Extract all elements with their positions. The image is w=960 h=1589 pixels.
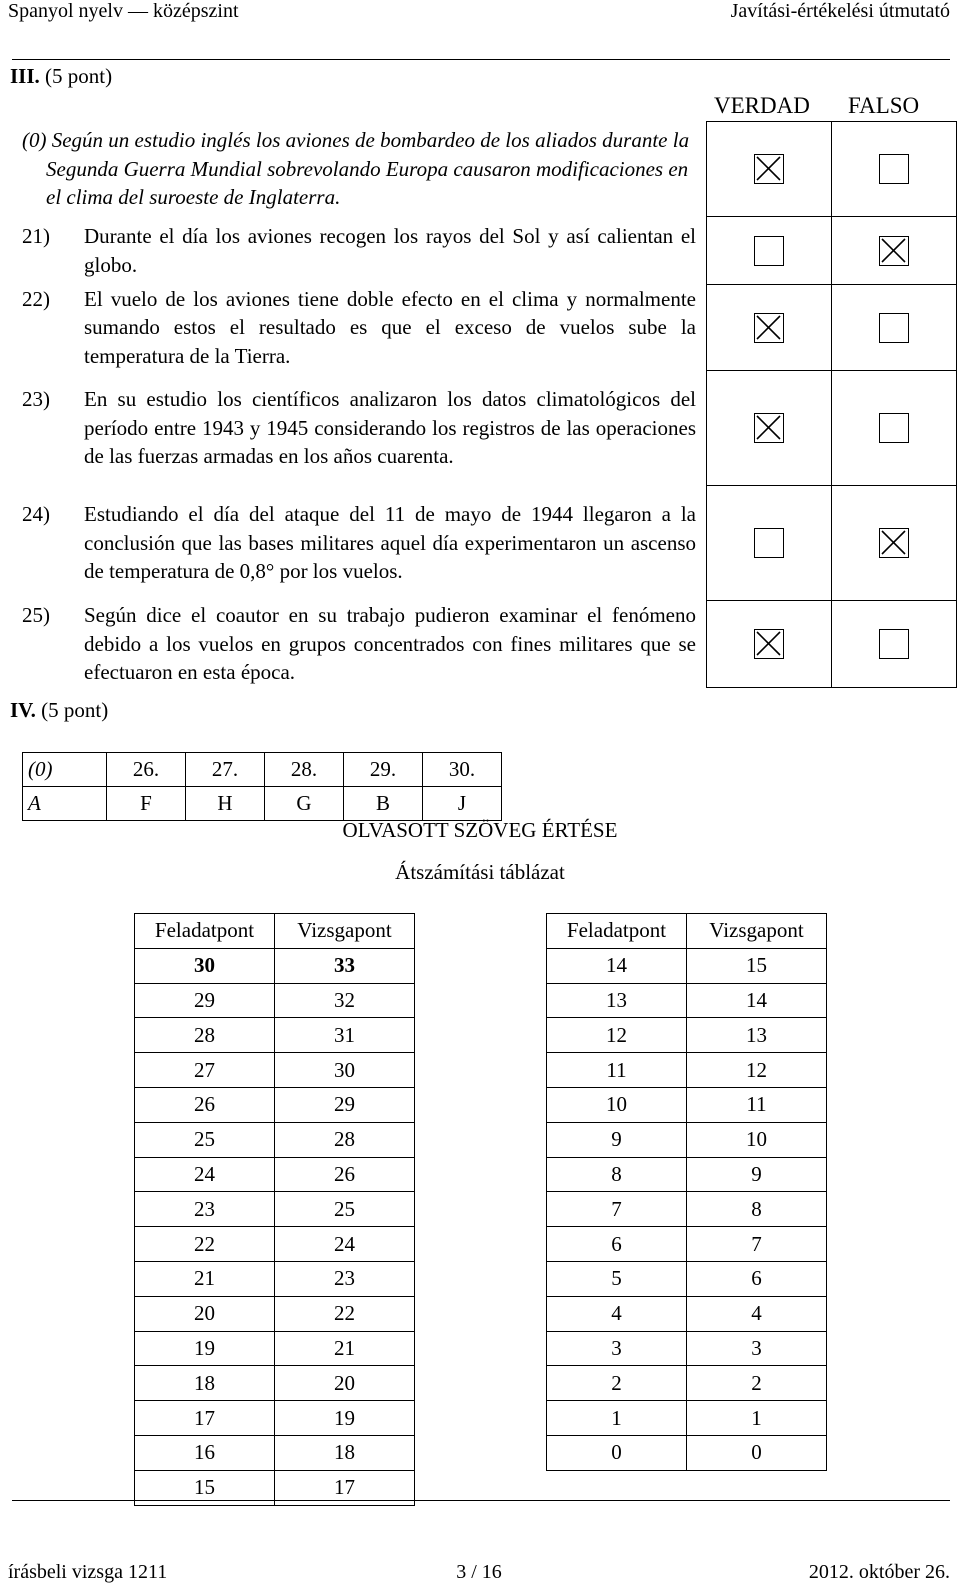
vizsgapont-cell: 28 [275, 1122, 415, 1157]
falso-checkbox[interactable] [879, 528, 909, 558]
vizsgapont-cell: 6 [687, 1261, 827, 1296]
statement-number: 24) [22, 502, 50, 527]
conversion-header-row [135, 914, 415, 949]
falso-cell [832, 486, 957, 601]
conversion-row [547, 1227, 827, 1262]
verdad-cell [707, 122, 832, 217]
page-footer [8, 1561, 950, 1587]
statement-number: 21) [22, 224, 50, 248]
cross-mark-icon [755, 630, 782, 657]
feladatpont-cell: 29 [135, 983, 275, 1018]
vizsgapont-cell: 18 [275, 1435, 415, 1470]
feladatpont-cell: 27 [135, 1053, 275, 1088]
feladatpont-cell: 22 [135, 1227, 275, 1262]
conversion-row [547, 1122, 827, 1157]
feladatpont-cell: 17 [135, 1401, 275, 1436]
verdad-checkbox[interactable] [754, 629, 784, 659]
falso-checkbox[interactable] [879, 313, 909, 343]
conversion-row [135, 1122, 415, 1157]
vizsgapont-cell: 29 [275, 1087, 415, 1122]
header-vizsgapont: Vizsgapont [687, 914, 827, 949]
conversion-row [135, 1331, 415, 1366]
matching-answer-cell: H [186, 787, 265, 821]
conversion-table-right [546, 913, 827, 1471]
conversion-row [547, 1331, 827, 1366]
falso-cell [832, 601, 957, 688]
conversion-row [547, 1018, 827, 1053]
conversion-row [135, 1435, 415, 1470]
vizsgapont-cell: 32 [275, 983, 415, 1018]
statement-text: Estudiando el día del ataque del 11 de mayo de 1944 llegaron a la conclusión que las bases militares aquel día experimentaron un ascenso de temperatura de 0,8° por los vuelos. [84, 502, 696, 584]
conversion-row [135, 1053, 415, 1088]
matching-answer-cell: B [344, 787, 423, 821]
verdad-cell [707, 285, 832, 371]
falso-cell [832, 122, 957, 217]
vizsgapont-cell: 17 [275, 1470, 415, 1505]
conversion-row [547, 1296, 827, 1331]
vizsgapont-cell: 8 [687, 1192, 827, 1227]
feladatpont-cell: 5 [547, 1261, 687, 1296]
feladatpont-cell: 9 [547, 1122, 687, 1157]
falso-checkbox[interactable] [879, 629, 909, 659]
conversion-row [547, 1401, 827, 1436]
vizsgapont-cell: 30 [275, 1053, 415, 1088]
conversion-row [135, 1261, 415, 1296]
vizsgapont-cell: 11 [687, 1087, 827, 1122]
feladatpont-cell: 15 [135, 1470, 275, 1505]
statement-row [22, 371, 957, 486]
vizsgapont-cell: 31 [275, 1018, 415, 1053]
vizsgapont-cell: 20 [275, 1366, 415, 1401]
feladatpont-cell: 6 [547, 1227, 687, 1262]
matching-answer-cell: J [423, 787, 502, 821]
feladatpont-cell: 21 [135, 1261, 275, 1296]
col-verdad: VERDAD [714, 93, 810, 118]
statement-row [22, 217, 957, 285]
vizsgapont-cell: 1 [687, 1401, 827, 1436]
statement-row [22, 486, 957, 601]
header-vizsgapont: Vizsgapont [275, 914, 415, 949]
header-feladatpont: Feladatpont [135, 914, 275, 949]
statement-item [22, 500, 696, 586]
feladatpont-cell: 26 [135, 1087, 275, 1122]
vizsgapont-cell: 24 [275, 1227, 415, 1262]
matching-header-cell: (0) [23, 753, 107, 787]
statement-text: En su estudio los científicos analizaron los datos climatológicos del período entre 1943 y 1945 considerando los registros de las operaciones de las fuerzas armadas en los años cuarenta. [84, 387, 696, 469]
feladatpont-cell: 25 [135, 1122, 275, 1157]
feladatpont-cell: 14 [547, 948, 687, 983]
header-left: Spanyol nyelv — középszint [8, 0, 239, 22]
feladatpont-cell: 12 [547, 1018, 687, 1053]
vizsgapont-cell: 9 [687, 1157, 827, 1192]
vizsgapont-cell: 3 [687, 1331, 827, 1366]
header-feladatpont: Feladatpont [547, 914, 687, 949]
feladatpont-cell: 1 [547, 1401, 687, 1436]
example-row [22, 122, 957, 217]
statement-row [22, 285, 957, 371]
verdad-cell [707, 601, 832, 688]
conversion-row [135, 1366, 415, 1401]
falso-cell [832, 217, 957, 285]
statement-number: 25) [22, 603, 50, 628]
falso-cell [832, 371, 957, 486]
example-text: (0) Según un estudio inglés los aviones de bombardeo de los aliados durante la Segunda Guerra Mundial sobrevolando Europa causaron modificaciones en el clima del suroeste de Inglaterra. [22, 128, 690, 210]
statement-cell [22, 371, 707, 486]
statement-number: 23) [22, 387, 50, 412]
statement-cell [22, 601, 707, 688]
vizsgapont-cell: 0 [687, 1435, 827, 1470]
feladatpont-cell: 11 [547, 1053, 687, 1088]
feladatpont-cell: 2 [547, 1366, 687, 1401]
falso-checkbox[interactable] [879, 154, 909, 184]
vizsgapont-cell: 21 [275, 1331, 415, 1366]
statement-text: Durante el día los aviones recogen los rayos del Sol y así calientan el globo. [84, 224, 696, 277]
conversion-row [135, 1018, 415, 1053]
verdad-cell [707, 217, 832, 285]
vizsgapont-cell: 19 [275, 1401, 415, 1436]
vizsgapont-cell: 13 [687, 1018, 827, 1053]
statement-cell [22, 122, 707, 217]
footer-left: írásbeli vizsga 1211 [8, 1561, 168, 1583]
feladatpont-cell: 10 [547, 1087, 687, 1122]
conversion-title: OLVASOTT SZÖVEG ÉRTÉSE [342, 818, 618, 842]
cross-mark-icon [755, 414, 782, 441]
vizsgapont-cell: 22 [275, 1296, 415, 1331]
statement-cell [22, 217, 707, 285]
section-4-title: IV. (5 pont) [10, 698, 109, 722]
verdad-checkbox[interactable] [754, 236, 784, 266]
vizsgapont-cell: 33 [275, 948, 415, 983]
matching-answer-cell: G [265, 787, 344, 821]
statement-text: El vuelo de los aviones tiene doble efecto en el clima y normalmente sumando estos el resultado es que el exceso de vuelos sube la temperatura de la Tierra. [84, 286, 696, 368]
feladatpont-cell: 0 [547, 1435, 687, 1470]
col-falso: FALSO [848, 93, 920, 118]
feladatpont-cell: 7 [547, 1192, 687, 1227]
conversion-row [547, 948, 827, 983]
feladatpont-cell: 16 [135, 1435, 275, 1470]
feladatpont-cell: 3 [547, 1331, 687, 1366]
conversion-row [135, 1192, 415, 1227]
vizsgapont-cell: 10 [687, 1122, 827, 1157]
feladatpont-cell: 13 [547, 983, 687, 1018]
vizsgapont-cell: 7 [687, 1227, 827, 1262]
verdad-cell [707, 486, 832, 601]
conversion-subtitle: Átszámítási táblázat [395, 860, 565, 884]
footer-rule [12, 1500, 950, 1501]
statement-cell [22, 285, 707, 371]
verdad-checkbox[interactable] [754, 313, 784, 343]
feladatpont-cell: 20 [135, 1296, 275, 1331]
conversion-row [547, 1366, 827, 1401]
conversion-row [547, 1435, 827, 1470]
verdad-checkbox[interactable] [754, 528, 784, 558]
conversion-row [547, 1261, 827, 1296]
feladatpont-cell: 24 [135, 1157, 275, 1192]
cross-mark-icon [755, 155, 782, 182]
verdad-cell [707, 371, 832, 486]
conversion-row [547, 1087, 827, 1122]
statement-item [22, 385, 696, 471]
vizsgapont-cell: 23 [275, 1261, 415, 1296]
falso-checkbox[interactable] [879, 236, 909, 266]
page-header [8, 0, 950, 28]
header-right: Javítási-értékelési útmutató [730, 0, 950, 22]
conversion-row [135, 1157, 415, 1192]
vizsgapont-cell: 14 [687, 983, 827, 1018]
statement-item [22, 285, 696, 371]
matching-header-cell: 29. [344, 753, 423, 787]
matching-answer-cell: A [23, 787, 107, 821]
matching-header-cell: 28. [265, 753, 344, 787]
vizsgapont-cell: 4 [687, 1296, 827, 1331]
conversion-row [135, 1087, 415, 1122]
statement-item [22, 222, 696, 279]
cross-mark-icon [880, 529, 907, 556]
feladatpont-cell: 19 [135, 1331, 275, 1366]
vizsgapont-cell: 15 [687, 948, 827, 983]
true-false-table [22, 121, 957, 688]
cross-mark-icon [880, 237, 907, 264]
feladatpont-cell: 18 [135, 1366, 275, 1401]
conversion-row [135, 983, 415, 1018]
matching-header-cell: 27. [186, 753, 265, 787]
verdad-checkbox[interactable] [754, 413, 784, 443]
vizsgapont-cell: 2 [687, 1366, 827, 1401]
matching-header-cell: 30. [423, 753, 502, 787]
conversion-row [135, 948, 415, 983]
conversion-table-left [134, 913, 415, 1506]
page-number: 3 / 16 [456, 1561, 502, 1583]
verdad-checkbox[interactable] [754, 154, 784, 184]
feladatpont-cell: 8 [547, 1157, 687, 1192]
matching-header-cell: 26. [107, 753, 186, 787]
matching-table [22, 752, 502, 821]
conversion-row [135, 1296, 415, 1331]
statement-row [22, 601, 957, 688]
conversion-header-row [547, 914, 827, 949]
conversion-row [547, 1157, 827, 1192]
statement-text: Según dice el coautor en su trabajo pudieron examinar el fenómeno debido a los vuelos en grupos concentrados con fines militares que se efectuaron en esta época. [84, 603, 696, 685]
vizsgapont-cell: 25 [275, 1192, 415, 1227]
conversion-row [547, 1053, 827, 1088]
vizsgapont-cell: 12 [687, 1053, 827, 1088]
header-rule [12, 59, 950, 60]
statement-item [22, 601, 696, 687]
feladatpont-cell: 30 [135, 948, 275, 983]
conversion-row [135, 1227, 415, 1262]
statement-number: 22) [22, 286, 50, 311]
feladatpont-cell: 4 [547, 1296, 687, 1331]
falso-checkbox[interactable] [879, 413, 909, 443]
falso-cell [832, 285, 957, 371]
statement-cell [22, 486, 707, 601]
footer-date: 2012. október 26. [808, 1561, 950, 1583]
conversion-row [547, 1192, 827, 1227]
feladatpont-cell: 28 [135, 1018, 275, 1053]
conversion-row [547, 983, 827, 1018]
cross-mark-icon [755, 314, 782, 341]
vizsgapont-cell: 26 [275, 1157, 415, 1192]
matching-answer-cell: F [107, 787, 186, 821]
feladatpont-cell: 23 [135, 1192, 275, 1227]
section-3-title: III. (5 pont) [10, 64, 113, 88]
conversion-row [135, 1401, 415, 1436]
